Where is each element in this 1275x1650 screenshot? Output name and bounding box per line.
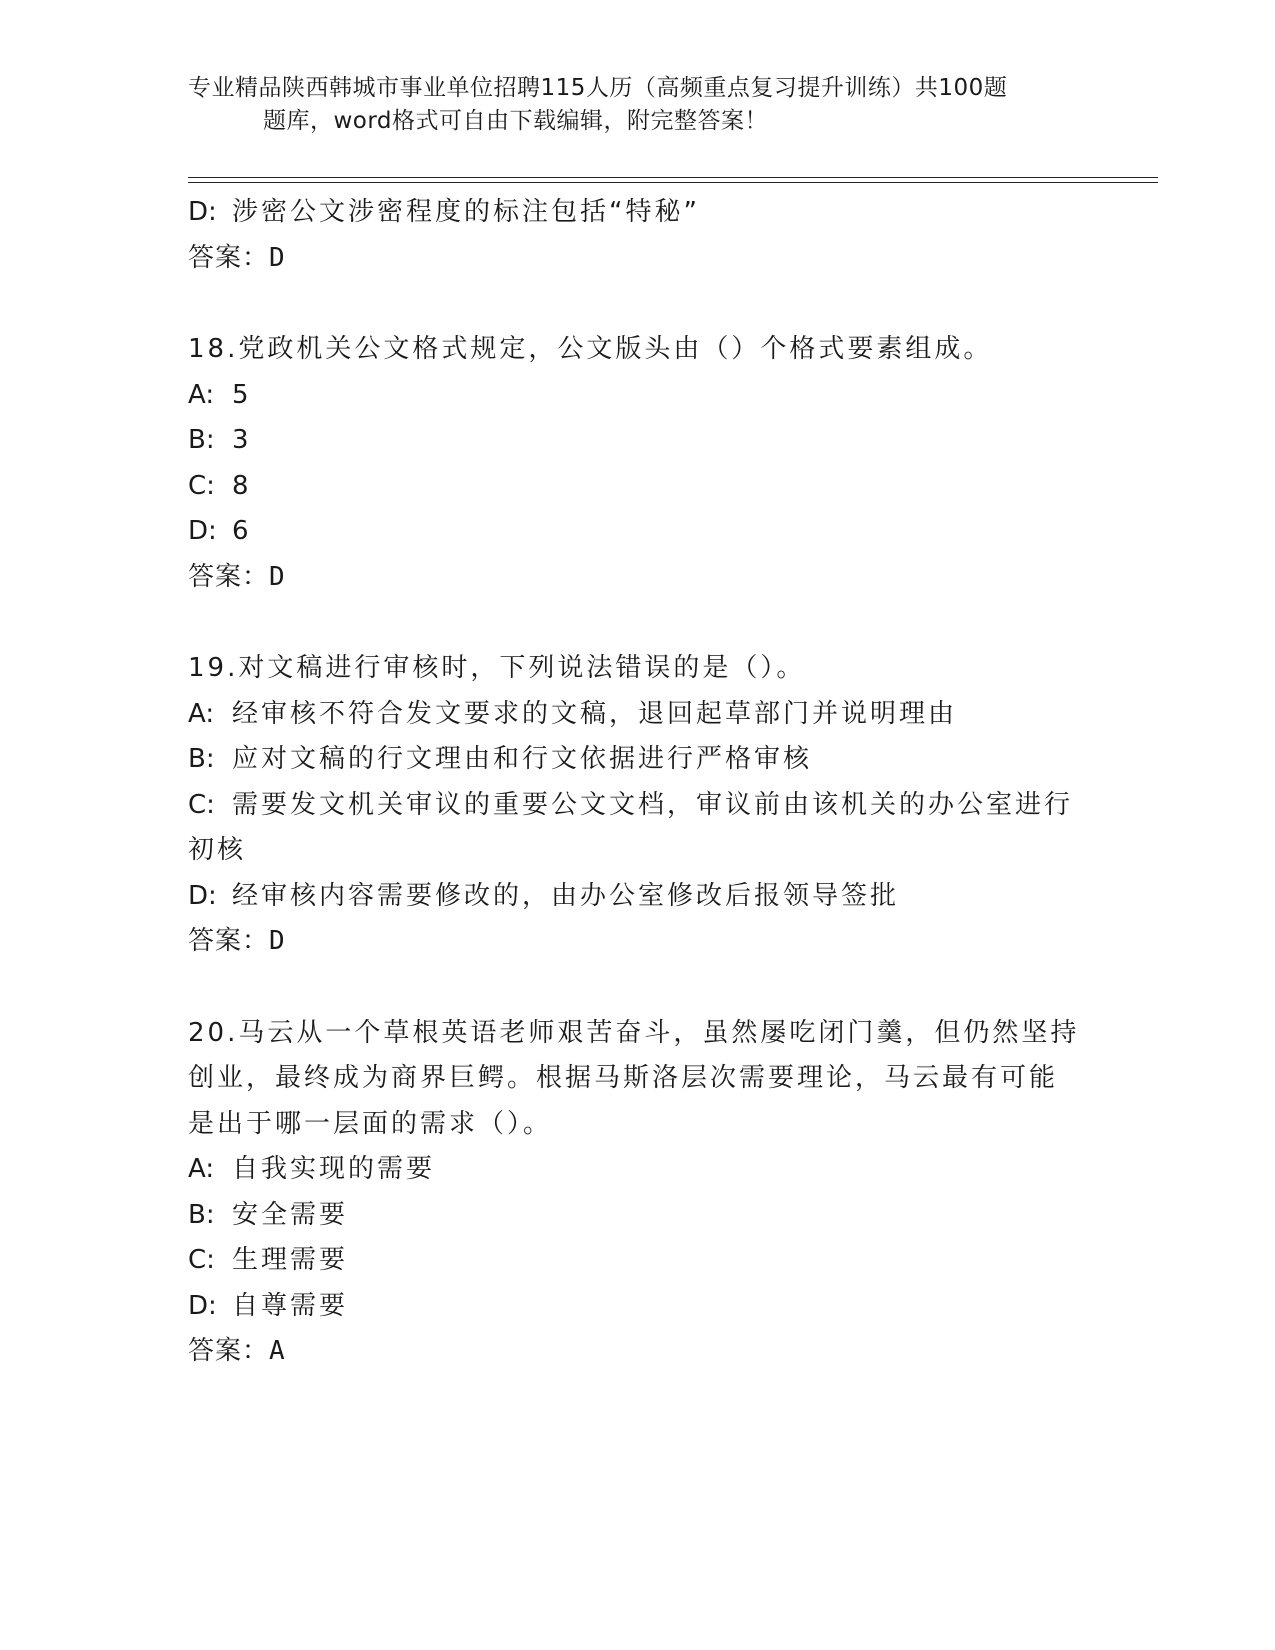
option-text: 5: [232, 379, 252, 410]
q20-stem-line1: 20.马云从一个草根英语老师艰苦奋斗，虽然屡吃闭门羹，但仍然坚持: [188, 1017, 1080, 1048]
document-header: [188, 72, 1088, 138]
option-text: 6: [232, 516, 252, 546]
option-label: C:: [188, 789, 215, 820]
spacer: [188, 281, 1088, 327]
q20-stem-line2: 创业，最终成为商界巨鳄。根据马斯洛层次需要理论，马云最有可能: [188, 1063, 1059, 1093]
q20-answer: 答案：A: [188, 1336, 286, 1366]
header-title-line2: 题库，word格式可自由下载编辑，附完整答案！: [263, 108, 769, 134]
q19-option-c-continuation: 初核: [188, 835, 247, 865]
option-text: 生理需要: [232, 1245, 349, 1275]
q17-answer: 答案：D: [188, 242, 286, 273]
option-text: 8: [232, 470, 252, 501]
q18-option-c: [188, 464, 1088, 510]
q20-option-b: [188, 1193, 1088, 1239]
header-title-line1: 专业精品陕西韩城市事业单位招聘115人历（高频重点复习提升训练）共100题: [188, 75, 1008, 101]
q18-option-d: [188, 509, 1088, 555]
q20-stem-line3: 是出于哪一层面的需求（）。: [188, 1108, 553, 1139]
option-label: A:: [188, 1154, 215, 1184]
option-text: 3: [232, 425, 252, 455]
q20-option-c: [188, 1238, 1088, 1284]
header-rule-top: [188, 177, 1158, 178]
option-label: D:: [188, 516, 217, 546]
q18-answer: 答案：D: [188, 561, 286, 592]
option-label: C:: [188, 1245, 215, 1275]
q17-option-d: [188, 190, 1088, 236]
option-text: 涉密公文涉密程度的标注包括“特秘”: [232, 197, 700, 227]
q19-option-a: [188, 692, 1088, 738]
option-label: A:: [188, 698, 215, 729]
q19-answer: 答案：D: [188, 926, 286, 956]
spacer: [188, 600, 1088, 646]
option-label: D:: [188, 197, 217, 227]
option-text: 经审核内容需要修改的，由办公室修改后报领导签批: [232, 880, 900, 911]
option-label: C:: [188, 470, 215, 501]
q19-option-c: [188, 783, 1088, 829]
q19-option-b: [188, 737, 1088, 783]
header-rule-bottom: [188, 182, 1158, 183]
option-text: 自尊需要: [232, 1290, 349, 1321]
option-text: 需要发文机关审议的重要公文文档，审议前由该机关的办公室进行: [232, 789, 1074, 820]
q18-stem: 18.党政机关公文格式规定，公文版头由（）个格式要素组成。: [188, 334, 993, 364]
option-label: D:: [188, 880, 217, 911]
spacer: [188, 965, 1088, 1011]
q19-stem: 19.对文稿进行审核时，下列说法错误的是（）。: [188, 653, 806, 683]
option-label: B:: [188, 425, 215, 455]
option-label: B:: [188, 1199, 215, 1230]
option-label: B:: [188, 744, 215, 774]
q18-option-a: [188, 373, 1088, 419]
question-content: [188, 190, 1088, 1375]
option-label: A:: [188, 379, 215, 410]
option-label: D:: [188, 1290, 217, 1321]
option-text: 自我实现的需要: [232, 1154, 436, 1184]
q18-option-b: [188, 418, 1088, 464]
option-text: 安全需要: [232, 1199, 349, 1230]
q20-option-a: [188, 1147, 1088, 1193]
q20-option-d: [188, 1284, 1088, 1330]
option-text: 经审核不符合发文要求的文稿，退回起草部门并说明理由: [232, 698, 958, 729]
q19-option-d: [188, 874, 1088, 920]
option-text: 应对文稿的行文理由和行文依据进行严格审核: [232, 744, 813, 774]
